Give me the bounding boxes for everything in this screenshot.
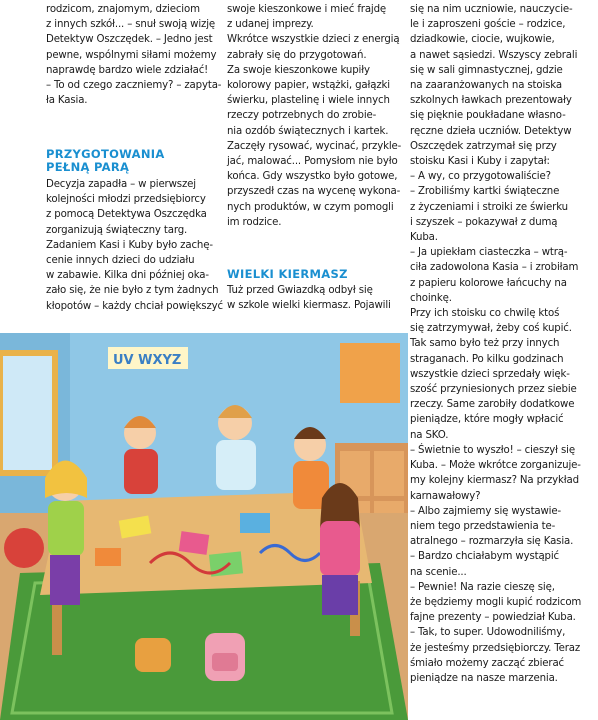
classroom-illustration <box>0 333 408 720</box>
text-line: rzeczy potrzebnych do zrobie- <box>227 110 377 122</box>
text-line: szość przyniesionych przez siebie <box>410 384 577 396</box>
column-2-bottom <box>227 283 403 313</box>
text-line: kolorowy papier, wstążki, gałązki <box>227 80 390 92</box>
text-line: kolejności młodzi przedsiębiorcy <box>46 194 206 206</box>
text-line: z udanej imprezy. <box>227 19 314 31</box>
column-1-top <box>46 2 222 108</box>
text-line: karnawałowy? <box>410 490 481 502</box>
text-line: się pięknie poukładane własno- <box>410 110 566 122</box>
text-line: zorganizują świąteczny targ. <box>46 224 188 236</box>
text-line: kłopotów – każdy chciał powiększyć <box>46 300 223 312</box>
text-line: Tuż przed Gwiazdką odbył się <box>227 285 373 296</box>
text-line: i szyszek – pokazywał z dumą <box>410 216 558 228</box>
text-line: straganach. Po kilku godzinach <box>410 353 564 365</box>
text-line: nia ozdób świątecznych i kartek. <box>227 125 389 137</box>
text-line: z innych szkół... – snuł swoją wizję <box>46 19 216 31</box>
heading-fair <box>227 268 348 281</box>
text-line: – Pewnie! Na razie cieszę się, <box>410 581 555 593</box>
text-line: zało się, że nie było z tym żadnych <box>46 285 219 297</box>
text-line: – Albo zajmiemy się wystawie- <box>410 505 562 517</box>
text-line: Wkrótce wszystkie dzieci z energią <box>227 34 400 46</box>
text-line: my kolejny kiermasz? Na przykład <box>410 475 579 487</box>
text-line: niem tego przedstawienia te- <box>410 520 556 532</box>
text-line: się na nim uczniowie, nauczycie- <box>410 4 573 15</box>
text-line: rzeczy. Same zarobiły dodatkowe <box>410 399 575 411</box>
text-line: że jesteśmy przedsiębiorczy. Teraz <box>410 642 581 654</box>
text-line: Przy ich stoisku co chwilę ktoś <box>410 308 560 320</box>
bag <box>135 638 171 672</box>
window <box>0 353 55 473</box>
text-line: Kuba. <box>410 232 438 244</box>
text-line: – Bardzo chciałabym wystąpić <box>410 551 559 563</box>
column-2-top <box>227 2 403 230</box>
text-line: się w sali gimnastycznej, gdzie <box>410 64 563 76</box>
text-line: że będziemy mogli kupić rodzicom <box>410 596 582 608</box>
text-line: Oszczędek zatrzymał się przy <box>410 140 557 152</box>
heading-preparations <box>46 148 165 174</box>
text-line: nych produktów, w czym pomogli <box>227 201 394 213</box>
text-line: Decyzja zapadła – w pierwszej <box>46 179 196 190</box>
text-line: – Ja upiekłam ciasteczka – wtrą- <box>410 247 568 259</box>
heading-fair-text: WIELKI KIERMASZ <box>227 267 348 281</box>
text-line: Tak samo było też przy innych <box>410 338 560 350</box>
text-line: – To od czego zaczniemy? – zapyta- <box>46 80 222 92</box>
text-line: a nawet sąsiedzi. Wszyscy zebrali <box>410 49 578 61</box>
text-line: na scenie... <box>410 566 467 578</box>
text-line: w zabawie. Kilka dni później oka- <box>46 270 209 282</box>
text-line: wszystkie dzieci sprzedały więk- <box>410 368 570 380</box>
child-girl-right <box>320 483 360 615</box>
heading-line-2: PEŁNĄ PARĄ <box>46 160 130 174</box>
text-line: naprawdę bardzo wiele zdziałać! <box>46 64 209 76</box>
text-line: dziadkowie, ciocie, wujkowie, <box>410 34 555 46</box>
text-line: pieniądze na nasze marzenia. <box>410 672 558 684</box>
column-3 <box>410 2 596 686</box>
text-line: cenie innych dzieci do udziału <box>46 255 195 267</box>
text-line: le i zaproszeni goście – rodzice, <box>410 19 566 31</box>
text-line: im rodzice. <box>227 216 282 228</box>
text-line: z pomocą Detektywa Oszczędka <box>46 209 207 221</box>
text-line: stoisku Kasi i Kuby i zapytał: <box>410 156 550 168</box>
ball <box>4 528 44 568</box>
text-line: atralnego – rozmarzyła się Kasia. <box>410 536 574 548</box>
text-line: jać, malować... Pomysłom nie było <box>227 156 398 168</box>
text-line: Detektyw Oszczędek. – Jedno jest <box>46 34 213 46</box>
text-line: zabrały się do przygotowań. <box>227 49 367 61</box>
text-line: ła Kasia. <box>46 95 88 107</box>
text-line: na zaaranżowanych na stoiska <box>410 80 562 92</box>
text-line: Za swoje kieszonkowe kupiły <box>227 64 370 76</box>
text-line: ręczne dzieła uczniów. Detektyw <box>410 125 572 137</box>
alphabet-banner <box>108 347 188 369</box>
text-line: Kuba. – Może wkrótce zorganizuje- <box>410 460 581 472</box>
backpack <box>205 633 245 681</box>
text-line: Zadaniem Kasi i Kuby było zachę- <box>46 239 213 251</box>
text-line: fajne prezenty – powiedział Kuba. <box>410 612 576 624</box>
text-line: końca. Gdy wszystko było gotowe, <box>227 171 398 183</box>
text-line: – Świetnie to wyszło! – cieszył się <box>410 444 575 456</box>
text-line: – Tak, to super. Udowodniliśmy, <box>410 627 566 639</box>
text-line: – Zrobiliśmy kartki świąteczne <box>410 186 560 198</box>
text-line: na SKO. <box>410 429 449 441</box>
text-line: – A wy, co przygotowaliście? <box>410 171 551 183</box>
text-line: z papieru kolorowe łańcuchy na <box>410 277 567 289</box>
text-line: pieniądze, które mogły wpłacić <box>410 414 564 426</box>
text-line: świerku, plastelinę i wiele innych <box>227 95 390 107</box>
text-line: choinkę. <box>410 292 452 304</box>
text-line: ciła zadowolona Kasia – i zrobiłam <box>410 262 579 274</box>
text-line: rodzicom, znajomym, dzieciom <box>46 4 200 15</box>
text-line: swoje kieszonkowe i mieć frajdę <box>227 4 387 15</box>
text-line: śmiało możemy zacząć zbierać <box>410 657 564 669</box>
text-line: przyszedł czas na wycenę wykona- <box>227 186 401 198</box>
text-line: szkolnych ławkach prezentowały <box>410 95 572 107</box>
child-boy-2 <box>216 405 256 490</box>
child-boy-1 <box>124 416 158 494</box>
heading-line-1: PRZYGOTOWANIA <box>46 147 165 161</box>
text-line: się zatrzymywał, żeby coś kupić. <box>410 323 572 335</box>
text-line: pewne, wspólnymi siłami możemy <box>46 49 217 61</box>
text-line: w szkole wielki kiermasz. Pojawili <box>227 300 391 312</box>
text-line: z życzeniami i stroiki ze świerku <box>410 201 568 213</box>
banner-letters: UV WXYZ <box>113 353 182 368</box>
column-1-bottom <box>46 177 222 314</box>
text-line: Zaczęły rysować, wycinać, przykle- <box>227 140 402 152</box>
